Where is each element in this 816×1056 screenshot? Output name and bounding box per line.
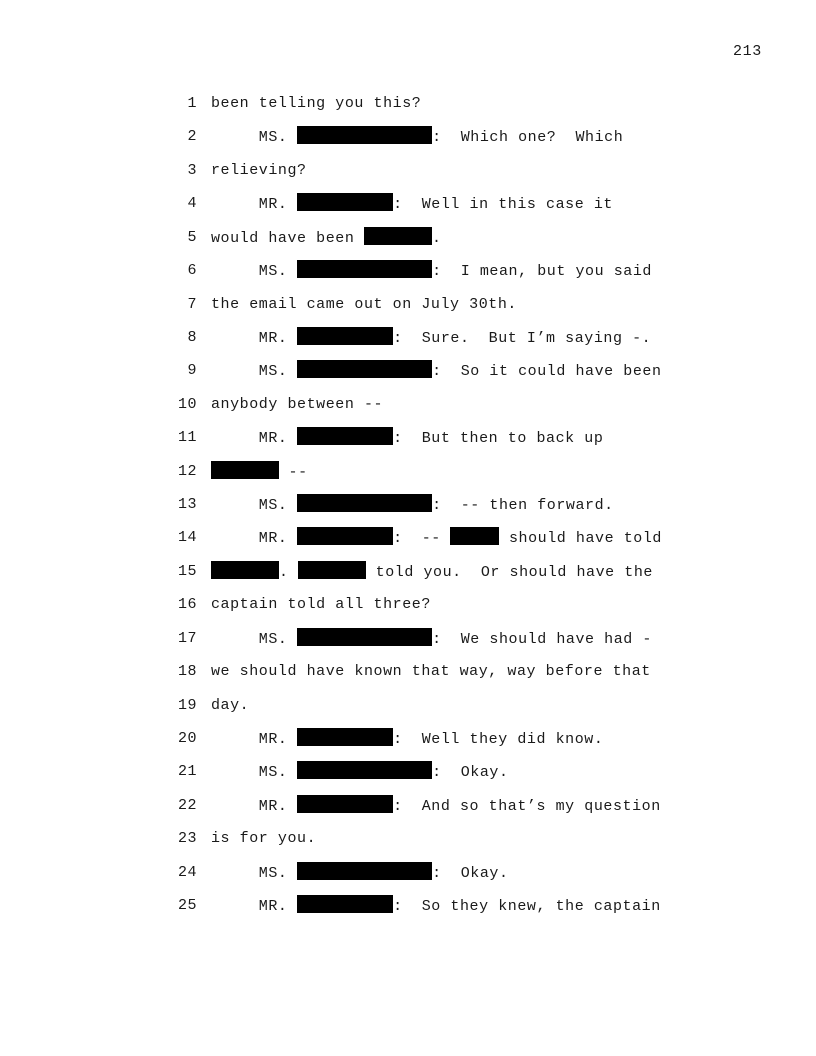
transcript-line <box>0 227 816 249</box>
line-text <box>211 594 431 616</box>
line-number: 3 <box>187 161 197 179</box>
line-segment-text: MR. <box>211 898 298 916</box>
transcript-line <box>0 828 816 850</box>
line-segment-text: MS. <box>211 263 298 281</box>
line-number: 6 <box>187 262 197 280</box>
line-number: 13 <box>177 496 197 514</box>
transcript-line <box>0 93 816 115</box>
line-segment-text: been telling you this? <box>211 95 422 112</box>
page-number: 213 <box>733 43 762 60</box>
line-text <box>211 494 614 517</box>
line-segment-text: : Well they did know. <box>393 730 604 748</box>
line-segment-text: : -- then forward. <box>432 497 614 515</box>
line-number: 22 <box>177 796 197 814</box>
line-number: 11 <box>177 429 197 447</box>
line-segment-text: MR. <box>211 530 298 548</box>
redaction-bar <box>364 227 432 245</box>
line-number: 25 <box>177 897 197 915</box>
line-segment-text: : I mean, but you said <box>432 263 652 281</box>
redaction-bar <box>450 527 499 545</box>
redaction-bar <box>211 561 279 579</box>
line-segment-text: MR. <box>211 329 298 347</box>
line-text <box>211 360 662 383</box>
line-segment-text: : But then to back up <box>393 430 604 448</box>
line-segment-text: : Okay. <box>432 764 509 782</box>
line-text <box>211 294 517 316</box>
line-text <box>211 193 613 216</box>
line-segment-text: MR. <box>211 797 298 815</box>
line-text <box>211 728 603 751</box>
transcript-line <box>0 160 816 182</box>
transcript-line <box>0 327 816 349</box>
line-segment-text: : So it could have been <box>432 363 662 381</box>
transcript-line <box>0 695 816 717</box>
line-number: 14 <box>177 529 197 547</box>
line-text <box>211 126 623 149</box>
line-text <box>211 895 661 918</box>
line-segment-text: : And so that’s my question <box>393 797 661 815</box>
line-number: 20 <box>177 729 197 747</box>
line-segment-text: MR. <box>211 730 298 748</box>
line-text <box>211 561 653 584</box>
line-text <box>211 461 308 484</box>
redaction-bar <box>297 360 432 378</box>
line-segment-text: MS. <box>211 864 298 882</box>
line-text <box>211 661 651 683</box>
transcript-line <box>0 862 816 884</box>
line-segment-text: : -- <box>393 530 451 548</box>
line-number: 1 <box>187 95 197 112</box>
line-segment-text: captain told all three? <box>211 596 431 614</box>
line-segment-text: the email came out on July 30th. <box>211 295 517 313</box>
line-number: 24 <box>177 863 197 881</box>
line-text <box>211 327 651 350</box>
line-segment-text: MS. <box>211 497 298 515</box>
line-segment-text: would have been <box>211 229 364 247</box>
transcript-line <box>0 561 816 583</box>
redaction-bar <box>298 561 366 579</box>
line-segment-text: MS. <box>211 129 298 147</box>
line-number: 4 <box>187 195 197 213</box>
line-text <box>211 527 662 550</box>
transcript-line <box>0 461 816 483</box>
transcript-line <box>0 661 816 683</box>
line-text <box>211 795 661 818</box>
transcript-line <box>0 427 816 449</box>
line-segment-text: : Which one? Which <box>432 129 624 147</box>
transcript-line <box>0 795 816 817</box>
line-segment-text: MR. <box>211 196 298 214</box>
line-number: 12 <box>177 462 197 480</box>
line-number: 21 <box>177 763 197 781</box>
line-segment-text: : We should have had - <box>432 630 652 648</box>
redaction-bar <box>297 895 393 913</box>
transcript-line <box>0 628 816 650</box>
redaction-bar <box>297 126 432 144</box>
line-number: 17 <box>177 629 197 647</box>
line-segment-text: : Okay. <box>432 864 509 882</box>
redaction-bar <box>297 728 393 746</box>
line-number: 7 <box>187 295 197 313</box>
transcript-line <box>0 895 816 917</box>
line-segment-text: : Well in this case it <box>393 196 613 214</box>
line-segment-text: is for you. <box>211 830 317 848</box>
transcript-line <box>0 294 816 316</box>
redaction-bar <box>297 327 393 345</box>
redaction-bar <box>211 461 279 479</box>
line-number: 23 <box>177 830 197 848</box>
line-text <box>211 260 652 283</box>
line-segment-text: MS. <box>211 630 298 648</box>
line-segment-text: . <box>279 563 299 581</box>
line-text <box>211 761 509 784</box>
transcript-line <box>0 260 816 282</box>
line-number: 15 <box>177 562 197 580</box>
redaction-bar <box>297 260 432 278</box>
transcript-line <box>0 360 816 382</box>
line-text <box>211 828 316 850</box>
line-text <box>211 427 603 450</box>
line-number: 9 <box>187 362 197 380</box>
line-number: 5 <box>187 228 197 246</box>
line-segment-text: day. <box>211 696 250 714</box>
line-number: 10 <box>177 395 197 413</box>
line-segment-text: -- <box>279 463 308 481</box>
line-text <box>211 695 249 717</box>
transcript-line <box>0 728 816 750</box>
transcript-line <box>0 527 816 549</box>
line-segment-text: : So they knew, the captain <box>393 898 661 916</box>
redaction-bar <box>297 527 393 545</box>
line-segment-text: MS. <box>211 764 298 782</box>
redaction-bar <box>297 193 393 211</box>
line-segment-text: anybody between -- <box>211 395 384 413</box>
line-text <box>211 93 421 115</box>
redaction-bar <box>297 427 393 445</box>
transcript-line <box>0 193 816 215</box>
line-number: 8 <box>187 328 197 346</box>
redaction-bar <box>297 862 432 880</box>
transcript-line <box>0 394 816 416</box>
redaction-bar <box>297 494 432 512</box>
transcript-line <box>0 494 816 516</box>
line-segment-text: relieving? <box>211 161 307 179</box>
redaction-bar <box>297 628 432 646</box>
line-segment-text: should have told <box>499 530 662 548</box>
line-number: 19 <box>177 696 197 714</box>
line-segment-text: : Sure. But I’m saying -. <box>393 329 652 347</box>
redaction-bar <box>297 795 393 813</box>
line-number: 2 <box>187 128 197 146</box>
line-text <box>211 160 307 182</box>
line-text <box>211 628 652 651</box>
line-segment-text: MS. <box>211 363 298 381</box>
line-number: 18 <box>177 663 197 681</box>
line-segment-text: . <box>431 229 442 247</box>
line-segment-text: MR. <box>211 430 298 448</box>
line-segment-text: we should have known that way, way before that <box>211 663 651 681</box>
transcript-line <box>0 126 816 148</box>
line-text <box>211 394 383 416</box>
transcript-line <box>0 594 816 616</box>
redaction-bar <box>297 761 432 779</box>
line-number: 16 <box>177 596 197 614</box>
line-text <box>211 227 442 250</box>
line-segment-text: told you. Or should have the <box>366 563 653 581</box>
line-text <box>211 862 509 885</box>
transcript-line <box>0 761 816 783</box>
